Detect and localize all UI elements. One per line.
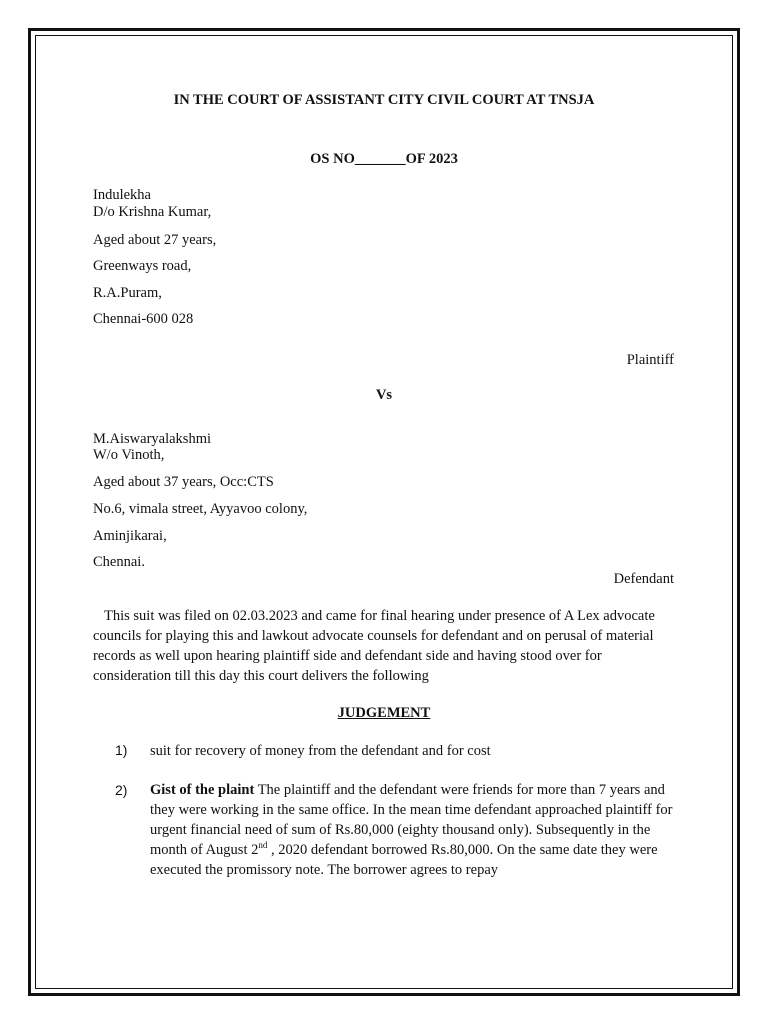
versus-label: Vs xyxy=(375,387,393,403)
plaintiff-street: Greenways road, xyxy=(93,258,192,274)
judgement-heading: JUDGEMENT xyxy=(337,705,431,721)
item-text-part2: , 2020 defendant borrowed Rs.80,000. On the same date they were executed the promissory note. The borrower agrees to repay xyxy=(150,842,658,878)
item-number: 1) xyxy=(115,742,128,758)
defendant-name: M.Aiswaryalakshmi xyxy=(93,431,211,447)
plaintiff-name: Indulekha xyxy=(93,187,151,203)
case-number: OS NO_______OF 2023 xyxy=(310,151,458,167)
item-text xyxy=(150,780,685,880)
item-text-part1: The plaintiff and the defendant were friends for more than 7 years and they were working in the same office. In the mean time defendant approached plaintiff for urgent financial need of sum of Rs.80,000 (eighty thousand only). Subsequently in the month of August 2 xyxy=(150,782,673,858)
plaintiff-role: Plaintiff xyxy=(626,352,674,368)
plaintiff-area: R.A.Puram, xyxy=(93,285,162,301)
plaintiff-city: Chennai-600 028 xyxy=(93,311,194,327)
intro-paragraph: This suit was filed on 02.03.2023 and came for final hearing under presence of A Lex advocate councils for playing this and lawkout advocate counsels for defendant and on perusal of material records as well upon hearing plaintiff side and defendant side and having stood over for consideration till this day this court delivers the following xyxy=(93,608,655,684)
plaintiff-age: Aged about 27 years, xyxy=(93,232,217,248)
defendant-city: Chennai. xyxy=(93,554,145,570)
item-text: suit for recovery of money from the defendant and for cost xyxy=(150,743,491,759)
court-title: IN THE COURT OF ASSISTANT CITY CIVIL COURT AT TNSJA xyxy=(173,92,595,108)
item-lead: Gist of the plaint xyxy=(150,782,255,798)
defendant-relation: W/o Vinoth, xyxy=(93,447,165,463)
plaintiff-relation: D/o Krishna Kumar, xyxy=(93,204,212,220)
ordinal-superscript: nd xyxy=(258,840,268,851)
item-number: 2) xyxy=(115,782,128,798)
defendant-area: Aminjikarai, xyxy=(93,528,167,544)
defendant-street: No.6, vimala street, Ayyavoo colony, xyxy=(93,501,308,517)
defendant-role: Defendant xyxy=(613,571,674,587)
defendant-age: Aged about 37 years, Occ:CTS xyxy=(93,474,274,490)
